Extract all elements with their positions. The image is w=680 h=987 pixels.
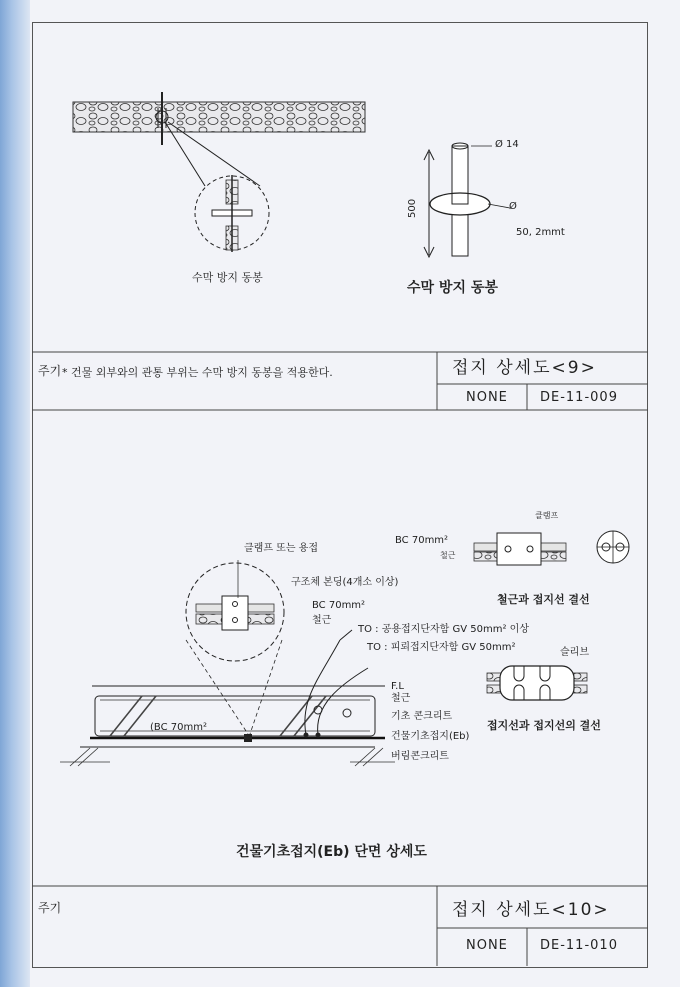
rod-elevation-caption: 수막 방지 동봉 <box>407 280 498 296</box>
to2-label: TO : 피뢰접지단자함 GV 50mm² <box>367 642 516 653</box>
rod-detail-label: 수막 방지 동봉 <box>192 271 263 284</box>
rod-detail-circle <box>195 175 269 252</box>
right-clamp-label: 클램프 <box>535 511 559 520</box>
bonding-detail-circle <box>186 560 284 734</box>
plate-spec: 50, 2mmt <box>516 227 565 238</box>
drawing-code-2: DE-11-010 <box>540 938 618 953</box>
right-bc70-label: BC 70mm² <box>395 535 449 546</box>
wall-section-with-rod <box>73 92 365 186</box>
foundation-label: 기초 콘크리트 <box>391 711 453 722</box>
rebar-label: 철근 <box>312 615 332 626</box>
clamp-label: 클램프 또는 용접 <box>244 543 318 554</box>
fl-label: F.L <box>391 681 404 692</box>
slab-rebar-label: 철근 <box>391 693 411 704</box>
lean-concrete-label: 버림콘크리트 <box>391 751 449 762</box>
height-dimension: 500 <box>407 198 418 218</box>
rod-elevation <box>424 143 510 257</box>
note-text: * 건물 외부와의 관통 부위는 수막 방지 동봉을 적용한다. <box>62 366 333 379</box>
bonding-label: 구조체 본딩(4개소 이상) <box>291 577 399 588</box>
right-rebar-label: 철근 <box>440 551 456 560</box>
rebar-clamp-detail <box>474 531 629 565</box>
foundation-section <box>60 686 395 766</box>
eb-label: 건물기초접지(Eb) <box>391 731 470 742</box>
sleeve-label: 슬리브 <box>560 647 589 658</box>
to1-label: TO : 공용접지단자함 GV 50mm² 이상 <box>358 624 529 635</box>
note-prefix: 주기 <box>38 364 62 378</box>
scale-value-2: NONE <box>466 938 508 953</box>
scale-value: NONE <box>466 390 508 405</box>
drawing-title-2: 접지 상세도<10> <box>452 900 610 920</box>
drawing-code: DE-11-009 <box>540 390 618 405</box>
rod-diameter: Ø 14 <box>495 139 519 150</box>
note-prefix-2: 주기 <box>38 901 62 915</box>
grounding-wires <box>305 630 368 735</box>
bc70-label: BC 70mm² <box>312 600 366 611</box>
drawing-title: 접지 상세도<9> <box>452 358 597 378</box>
sleeve-detail <box>487 666 587 700</box>
section-caption: 건물기초접지(Eb) 단면 상세도 <box>236 844 427 860</box>
slab-bc70-label: (BC 70mm² <box>150 722 207 733</box>
wire-connection-title: 접지선과 접지선의 결선 <box>487 719 601 732</box>
rebar-connection-title: 철근과 접지선 결선 <box>497 593 590 606</box>
plate-diameter: Ø <box>509 201 517 212</box>
